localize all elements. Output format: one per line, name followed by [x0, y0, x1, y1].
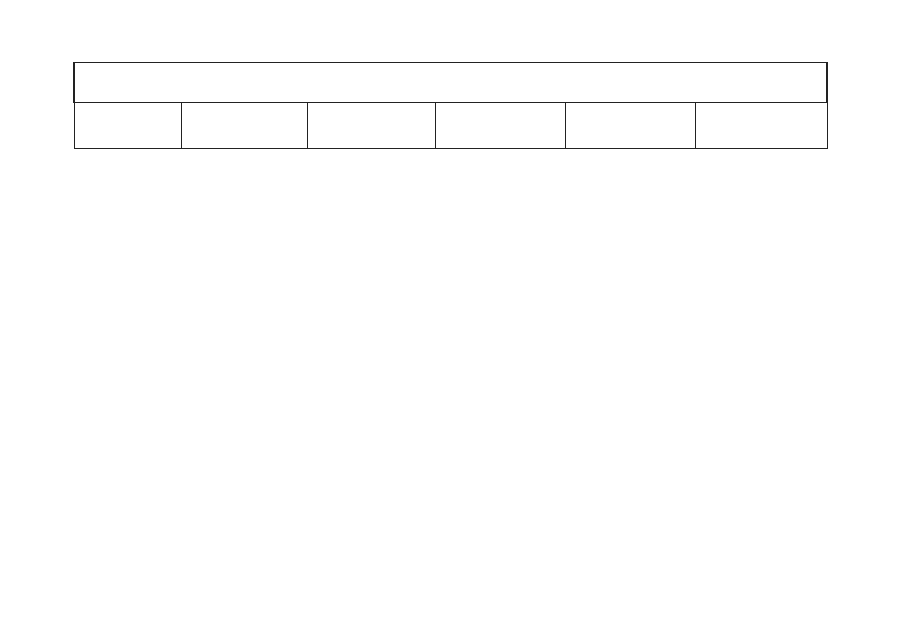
group-header — [566, 102, 696, 148]
group-header — [696, 102, 827, 148]
mortality-table — [73, 62, 828, 149]
table-body — [74, 62, 827, 148]
table-title — [74, 62, 827, 102]
title-row — [74, 62, 827, 102]
mortality-table-sheet — [73, 62, 828, 149]
first-col-header — [74, 102, 182, 148]
group-header-row — [74, 102, 827, 148]
group-header — [308, 102, 436, 148]
group-header — [182, 102, 308, 148]
group-header — [436, 102, 566, 148]
